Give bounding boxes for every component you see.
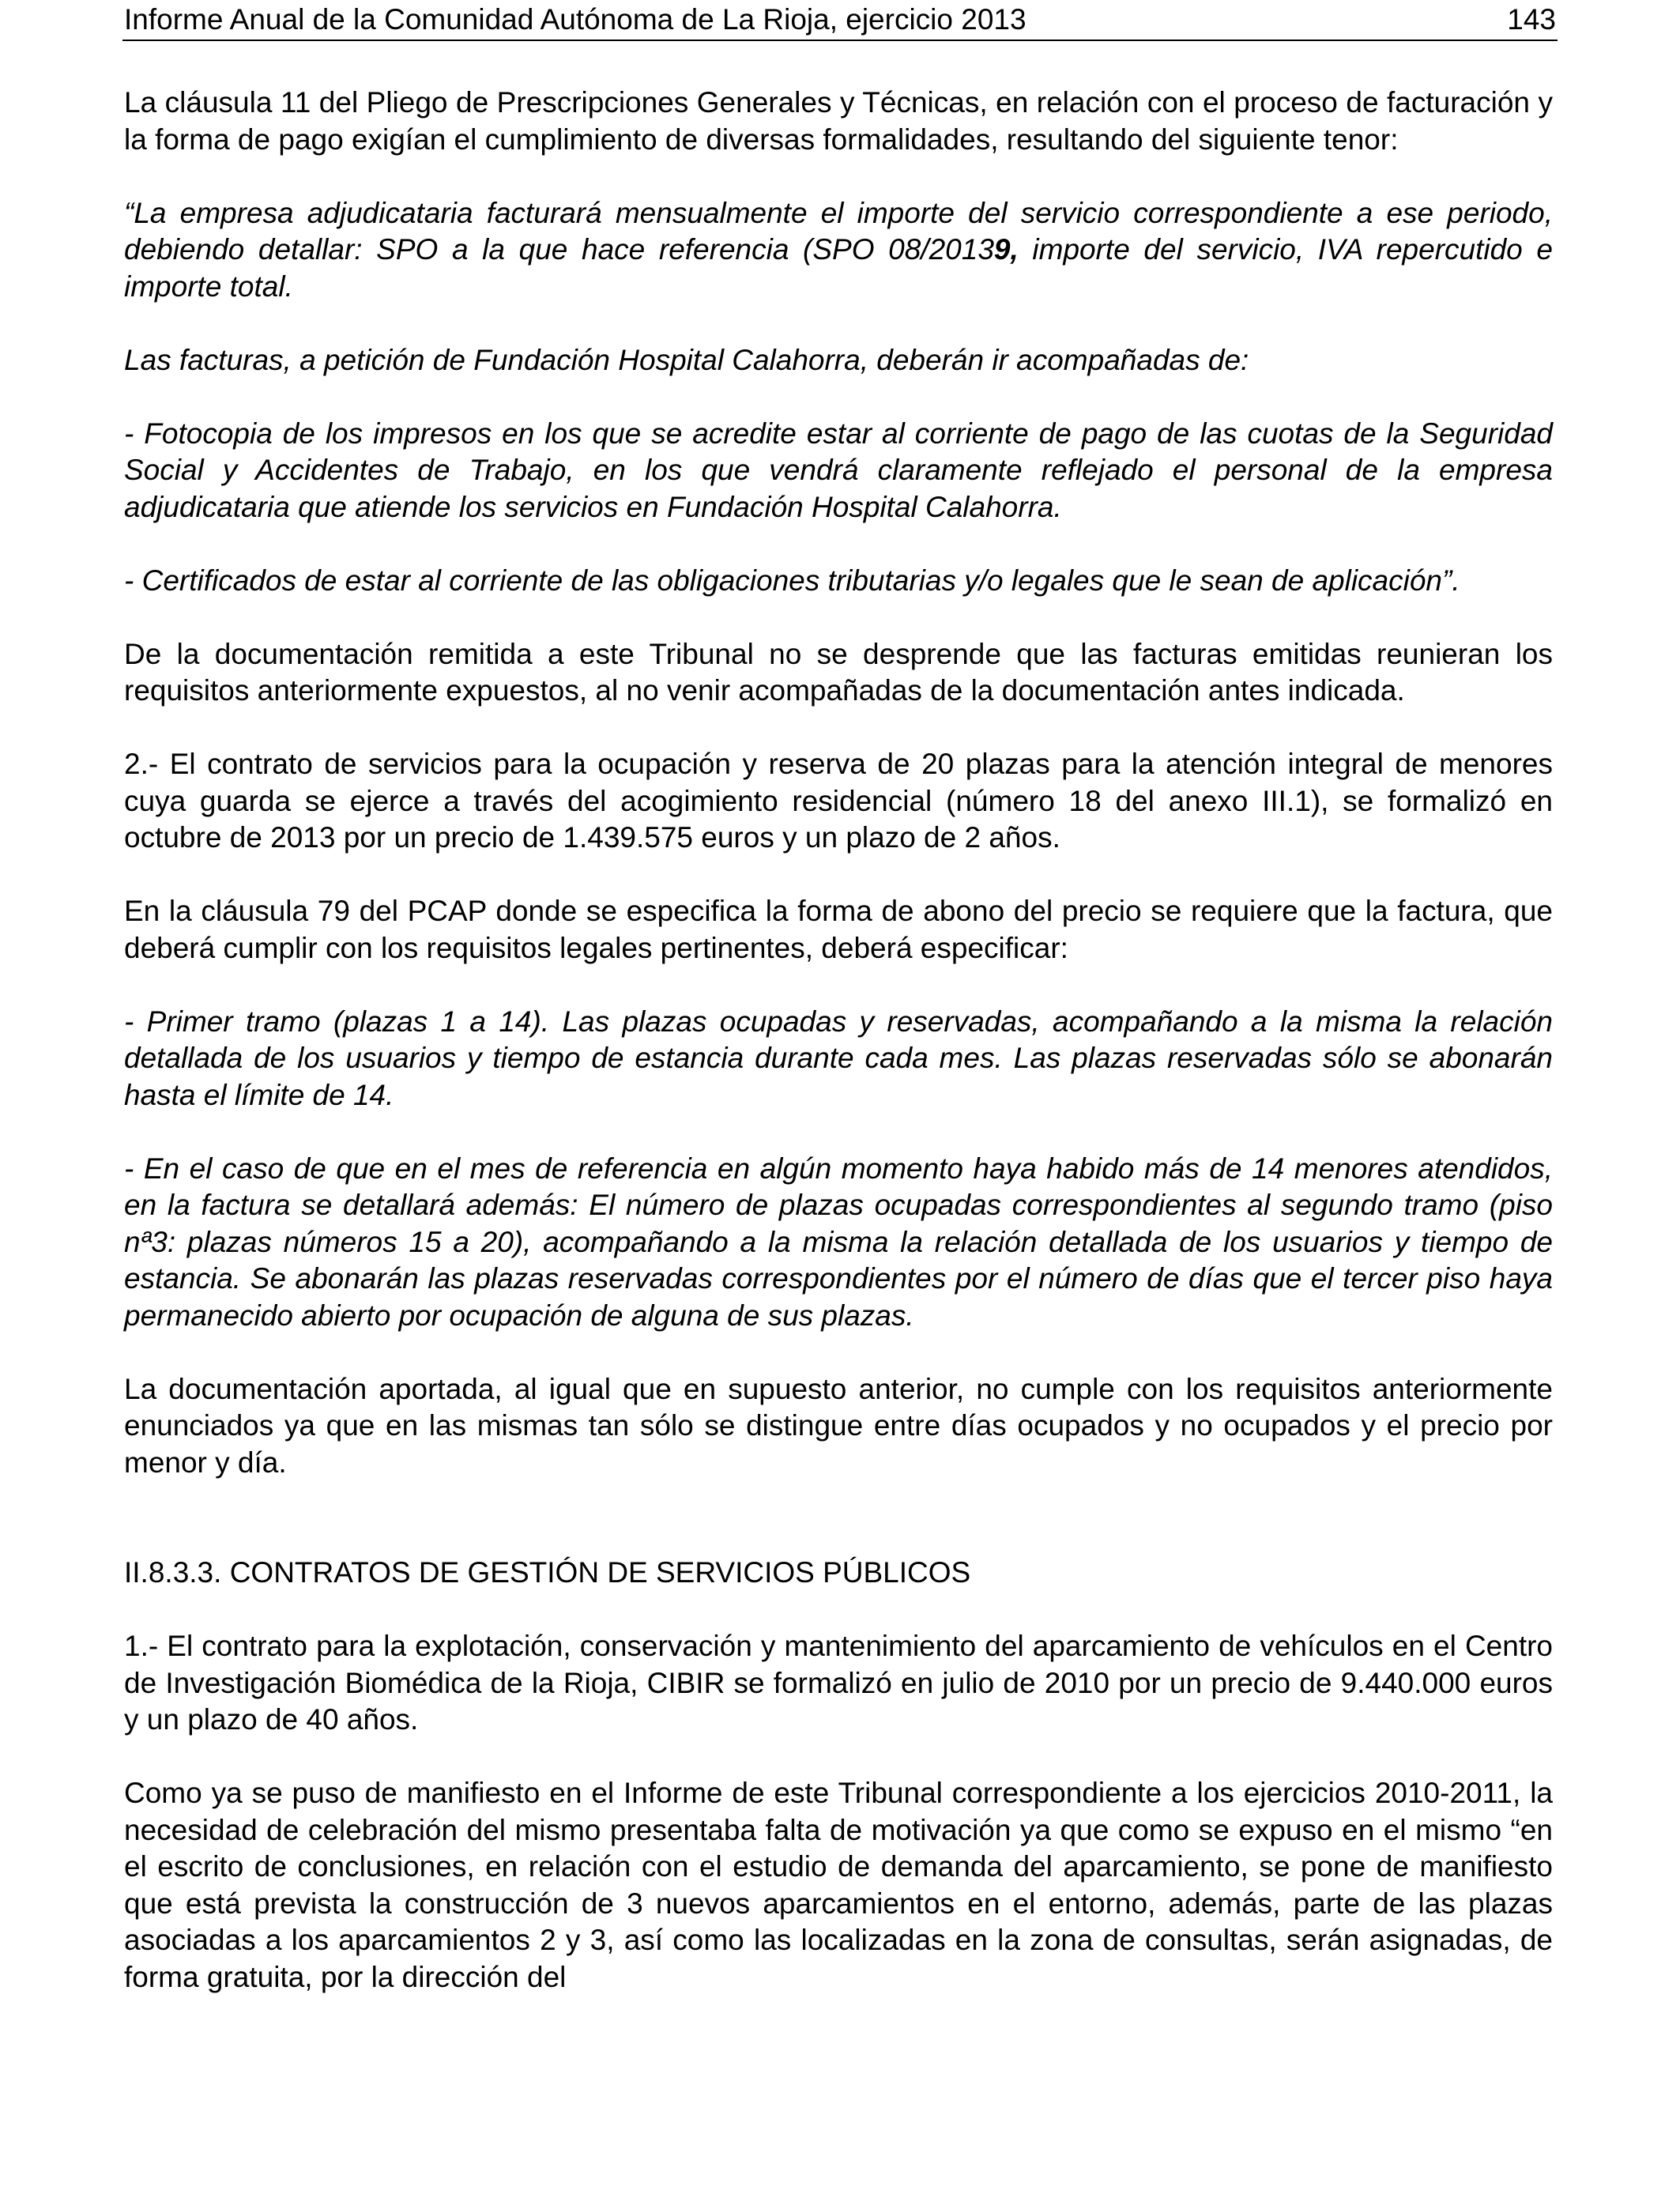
quote-facturacion-text-b: importe del servicio, IVA repercutido e importe total. xyxy=(124,233,1553,303)
header-title: Informe Anual de la Comunidad Autónoma de La Rioja, ejercicio 2013 xyxy=(124,3,1026,36)
section-heading: II.8.3.3. CONTRATOS DE GESTIÓN DE SERVICIOS PÚBLICOS xyxy=(124,1556,971,1589)
quote-facturas-acompanadas: Las facturas, a petición de Fundación Hospital Calahorra, deberán ir acompañadas de: xyxy=(124,343,1249,376)
quote-fotocopia-impresos: - Fotocopia de los impresos en los que se acredite estar al corriente de pago de las cuotas de la Seguridad Social y Accidentes de Trabajo, en los que vendrá claramente reflejado el personal de la empresa adjudicataria que atiende los servicios en Fundación Hospital Calahorra. xyxy=(124,417,1553,523)
quote-facturacion-text-a: “La empresa adjudicataria facturará mensualmente el importe del servicio correspondiente a ese periodo, debiendo detallar: SPO a la que hace referencia (SPO 08/2013 xyxy=(124,196,1553,266)
quote-segundo-tramo: - En el caso de que en el mes de referencia en algún momento haya habido más de 14 menores atendidos, en la factura se detallará además: El número de plazas ocupadas correspondientes al segundo tramo (piso nª3: plazas números 15 a 20), acompañando a la misma la relación detallada de los usuarios y tiempo de estancia. Se abonarán las plazas reservadas correspondientes por el número de días que el tercer piso haya permanecido abierto por ocupación de alguna de sus plazas. xyxy=(124,1152,1553,1332)
paragraph-clausula-11: La cláusula 11 del Pliego de Prescripciones Generales y Técnicas, en relación con el proceso de facturación y la forma de pago exigían el cumplimiento de diversas formalidades, resultando del siguiente tenor: xyxy=(124,86,1553,156)
paragraph-informe-tribunal: Como ya se puso de manifiesto en el Informe de este Tribunal correspondiente a los ejercicios 2010-2011, la necesidad de celebración del mismo presentaba falta de motivación ya que como se expuso en el mismo “en el escrito de conclusiones, en relación con el estudio de demanda del aparcamiento, se pone de manifiesto que está prevista la construcción de 3 nuevos aparcamientos en el entorno, además, parte de las plazas asociadas a los aparcamientos 2 y 3, así como las localizadas en la zona de consultas, serán asignadas, de forma gratuita, por la dirección del xyxy=(124,1777,1553,1993)
quote-certificados: - Certificados de estar al corriente de las obligaciones tributarias y/o legales que le sean de aplicación”. xyxy=(124,564,1460,597)
document-body xyxy=(124,85,1553,2033)
paragraph-documentacion-remitida: De la documentación remitida a este Tribunal no se desprende que las facturas emitidas reunieran los requisitos anteriormente expuestos, al no venir acompañadas de la documentación antes indicada. xyxy=(124,637,1553,707)
quote-primer-tramo: - Primer tramo (plazas 1 a 14). Las plazas ocupadas y reservadas, acompañando a la misma la relación detallada de los usuarios y tiempo de estancia durante cada mes. Las plazas reservadas sólo se abonarán hasta el límite de 14. xyxy=(124,1005,1553,1111)
quote-facturacion-bold: 9, xyxy=(993,233,1019,266)
paragraph-contrato-aparcamiento: 1.- El contrato para la explotación, conservación y mantenimiento del aparcamiento de vehículos en el Centro de Investigación Biomédica de la Rioja, CIBIR se formalizó en julio de 2010 por un precio de 9.440.000 euros y un plazo de 40 años. xyxy=(124,1630,1553,1736)
page-number: 143 xyxy=(1507,3,1556,36)
page-header xyxy=(122,0,1558,41)
quote-facturacion xyxy=(124,195,1553,306)
paragraph-clausula-79: En la cláusula 79 del PCAP donde se especifica la forma de abono del precio se requiere que la factura, que deberá cumplir con los requisitos legales pertinentes, deberá especificar: xyxy=(124,895,1553,964)
paragraph-contrato-servicios: 2.- El contrato de servicios para la ocupación y reserva de 20 plazas para la atención integral de menores cuya guarda se ejerce a través del acogimiento residencial (número 18 del anexo III.1), se formalizó en octubre de 2013 por un precio de 1.439.575 euros y un plazo de 2 años. xyxy=(124,748,1553,854)
paragraph-documentacion-aportada: La documentación aportada, al igual que en supuesto anterior, no cumple con los requisitos anteriormente enunciados ya que en las mismas tan sólo se distingue entre días ocupados y no ocupados y el precio por menor y día. xyxy=(124,1372,1553,1479)
